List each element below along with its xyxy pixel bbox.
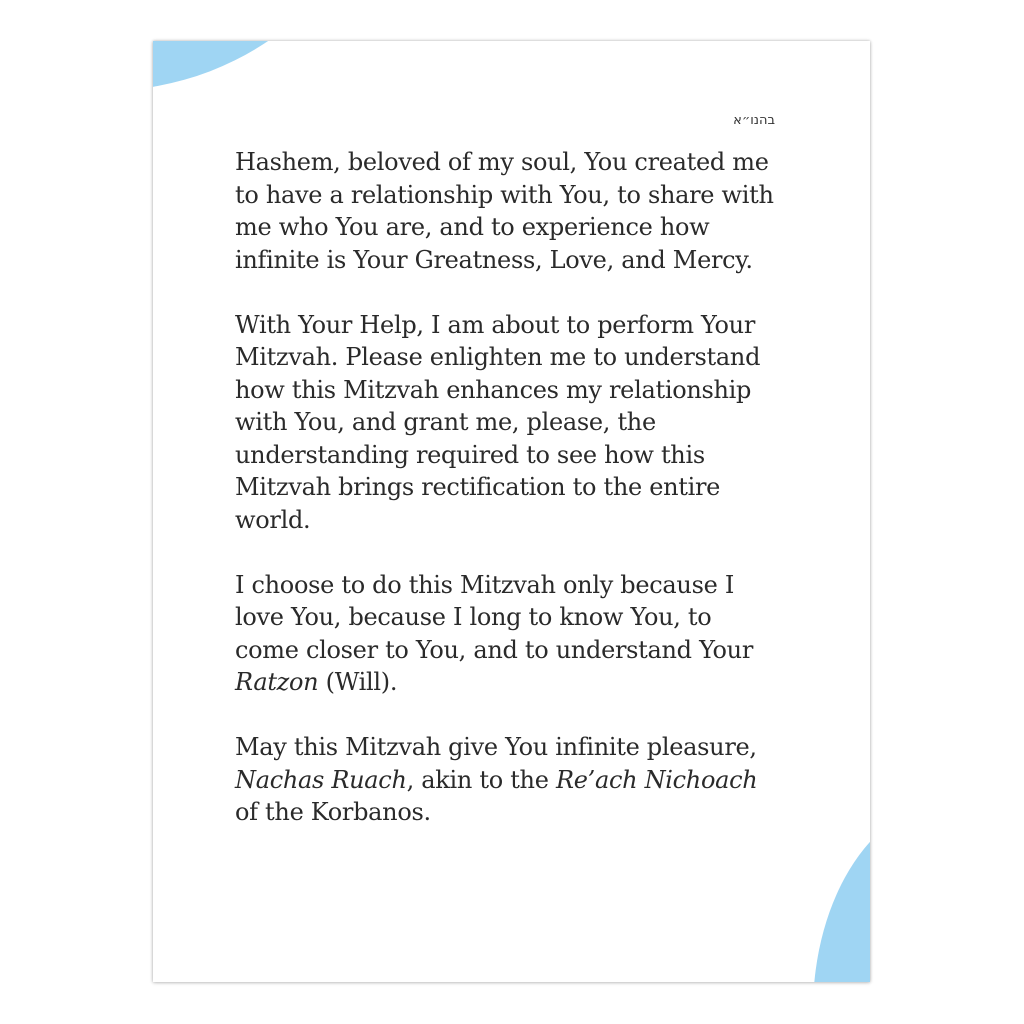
paragraph-4-text-mid: , akin to the	[406, 765, 556, 794]
paragraph-3	[235, 569, 775, 699]
decorative-blob-top	[153, 41, 383, 91]
paragraph-4-italic-nachas-ruach: Nachas Ruach	[235, 765, 407, 794]
prayer-card	[153, 41, 870, 982]
paragraph-3-text-end: (Will).	[318, 668, 398, 696]
paragraph-3-italic-ratzon: Ratzon	[235, 668, 319, 696]
paragraph-4-text-start: May this Mitzvah give You infinite pleasure,	[235, 733, 757, 761]
paragraph-4	[235, 731, 775, 829]
paragraph-3-text-start: I choose to do this Mitzvah only because I love You, because I long to know You, to come closer to You, and to understand Your	[235, 570, 754, 664]
paragraph-1: Hashem, beloved of my soul, You created me to have a relationship with You, to share with me who You are, and to experience how infinite is Your Greatness, Love, and Mercy.	[235, 148, 774, 274]
paragraph-2: With Your Help, I am about to perform Your Mitzvah. Please enlighten me to understand how this Mitzvah enhances my relationship with You, and grant me, please, the understanding required to see how this Mitzvah brings rectification to the entire world.	[235, 310, 761, 534]
decorative-blob-bottom	[813, 801, 870, 982]
hebrew-header-label: בהנו״א	[733, 113, 775, 128]
paragraph-4-italic-reach-nichoach: Re’ach Nichoach	[555, 765, 758, 794]
paragraph-4-text-end: of the Korbanos.	[235, 798, 431, 826]
prayer-text	[235, 146, 775, 861]
